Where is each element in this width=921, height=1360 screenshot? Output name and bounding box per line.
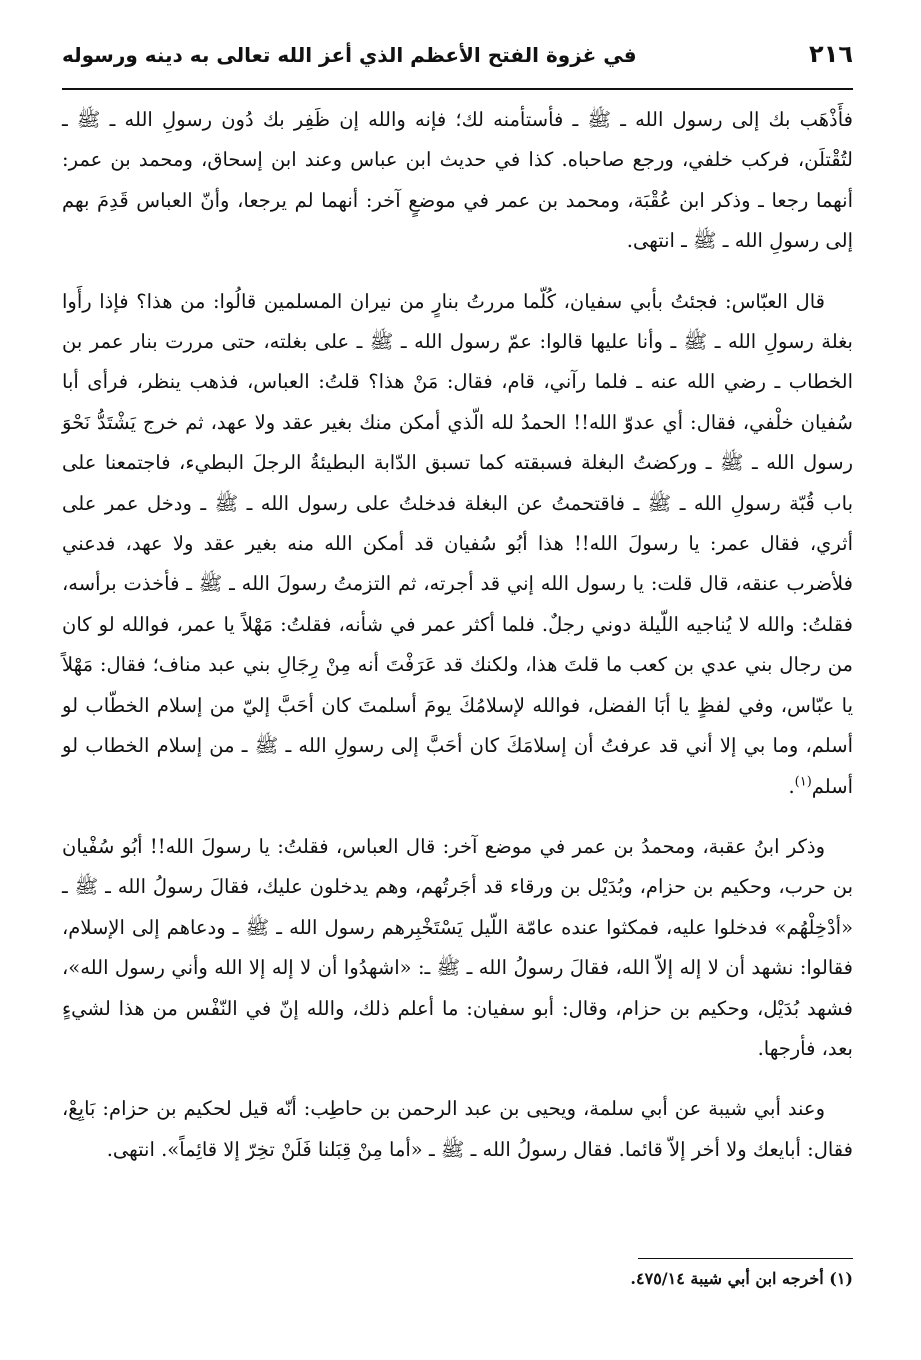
paragraph-2-text: قال العبّاس: فجئتُ بأبي سفيان، كُلّما مررتُ بنارٍ من نيران المسلمين قالُوا: من هذا؟ فإذا رأَوا بغلة رسولِ الله ـ ﷺ ـ وأنا عليها قالوا: عمّ رسول الله ـ ﷺ ـ على بغلته، حتى مررت بنار عمر بن الخطاب ـ رضي الله عنه ـ فلما رآني، قام، فقال: مَنْ هذا؟ قلتُ: العباس، فذهب ينظر، فرأى أبا سُفيان خلْفي، فقال: أي عدوّ الله!! الحمدُ لله الّذي أمكن منك بغير عقد ولا عهد، ثم خرج يَشْتَدُّ نَحْوَ رسول الله ـ ﷺ ـ وركضتُ البغلة فسبقته كما تسبق الدّابة البطيئةُ الرجلَ البطيء، فاجتمعنا على باب قُبّة رسولِ الله ـ ﷺ ـ فاقتحمتُ عن البغلة فدخلتُ على رسول الله ـ ﷺ ـ ودخل عمر على أثري، فقال عمر: يا رسولَ الله!! هذا أبُو سُفيان قد أمكن الله منه بغير عقد ولا عهد، فدعني فلأضرب عنقه، قال قلت: يا رسول الله إني قد أجرته، ثم التزمتُ رسولَ الله ـ ﷺ ـ فأخذت برأسه، فقلتُ: والله لا يُناجيه اللّيلة دوني رجلٌ. فلما أكثر عمر في شأنه، فقلتُ: مَهْلاً يا عمر، فوالله لو كان من رجال بني عدي بن كعب ما قلتَ هذا، ولكنك قد عَرَفْتَ أنه مِنْ رِجَالِ بني عبد مناف؛ فقال: مَهْلاً يا عبّاس، وفي لفظٍ يا أبَا الفضل، فوالله لإسلامُكَ يومَ أسلمتَ كان أحَبَّ إليّ من إسلام الخطّاب لو أسلم، وما بي إلا أني قد عرفتُ أن إسلامَكَ كان أحَبَّ إلى رسولِ الله ـ ﷺ ـ من إسلام الخطاب لو أسلم: [62, 289, 853, 798]
footnote-1: (١) أخرجه ابن أبي شيبة ٤٧٥/١٤.: [630, 1269, 853, 1288]
paragraph-2: [62, 282, 853, 807]
page-header: [62, 40, 853, 84]
page-number: ٢١٦: [809, 40, 853, 68]
footnote-marker: (١): [794, 774, 812, 789]
paragraph-4: وعند أبي شيبة عن أبي سلمة، ويحيى بن عبد الرحمن بن حاطِب: أنّه قيل لحكيم بن حزام: بَايِعْ، فقال: أبايعك ولا أخر إلاّ قائما. فقال رسولُ الله ـ ﷺ ـ «أما مِنْ قِبَلنا فَلَنْ تخِرّ إلا قائِماً». انتهى.: [62, 1097, 853, 1161]
header-rule: [62, 88, 853, 90]
footnote-rule: [638, 1258, 853, 1259]
running-title: في غزوة الفتح الأعظم الذي أعز الله تعالى به دينه ورسوله: [62, 43, 637, 67]
paragraph-3: وذكر ابنُ عقبة، ومحمدُ بن عمر في موضع آخر: قال العباس، فقلتُ: يا رسولَ الله!! أبُو سُفْيان بن حرب، وحكيم بن حزام، وبُدَيْل بن ورقاء قد أجَرتُهم، وهم يدخلون عليك، فقالَ رسولُ الله ـ ﷺ ـ «أدْخِلْهُم» فدخلوا عليه، فمكثوا عنده عامّة اللّيل يَسْتَخْبِرهم رسول الله ـ ﷺ ـ ودعاهم إلى الإسلام، فقالوا: نشهد أن لا إله إلاّ الله، فقالَ رسولُ الله ـ ﷺ ـ: «اشهدُوا أن لا إله إلا الله وأني رسول الله»، فشهد بُدَيْل، وحكيم بن حزام، وقال: أبو سفيان: ما أعلم ذلك، والله إنّ في النّفْس من هذا لشيءٍ بعد، فأرجها.: [62, 834, 853, 1060]
footnotes: [62, 1258, 853, 1288]
main-text: [62, 100, 853, 1170]
paragraph-2-end: .: [788, 774, 795, 798]
paragraph-1: فأَذْهَب بك إلى رسول الله ـ ﷺ ـ فأستأمنه لك؛ فإنه والله إن ظَفِر بك دُون رسولِ الله ـ ﷺ ـ لتُقْتلَن، فركب خلفي، ورجع صاحباه. كذا في حديث ابن عباس وعند ابن إسحاق، ومحمد بن عمر: أنهما رجعا ـ وذكر ابن عُقْبَة، ومحمد بن عمر في موضعٍ آخر: أنهما لم يرجعا، وأنّ العباس قَدِمَ بهم إلى رسولِ الله ـ ﷺ ـ انتهى.: [62, 108, 853, 253]
